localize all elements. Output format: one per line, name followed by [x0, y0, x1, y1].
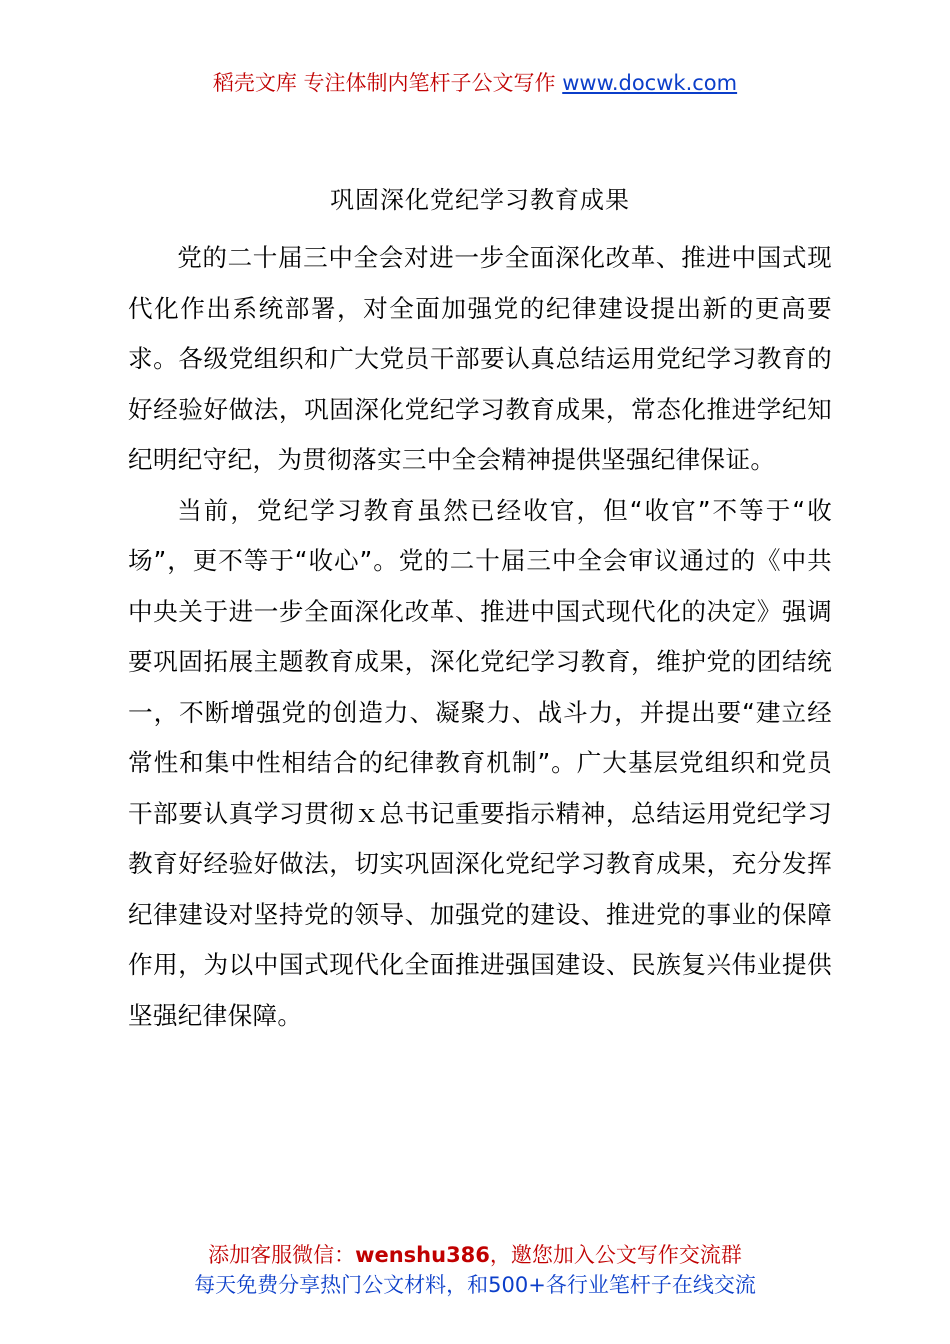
header-website-link[interactable]: www.docwk.com [562, 71, 738, 95]
paragraph-2: 当前，党纪学习教育虽然已经收官，但“收官”不等于“收场”，更不等于“收心”。党的二十届三中全会审议通过的《中共中央关于进一步全面深化改革、推进中国式现代化的决定》强调要巩固拓展主题教育成果，深化党纪学习教育，维护党的团结统一，不断增强党的创造力、凝聚力、战斗力，并提出要“建立经常性和集中性相结合的纪律教育机制”。广大基层党组织和党员干部要认真学习贯彻ｘ总书记重要指示精神，总结运用党纪学习教育好经验好做法，切实巩固深化党纪学习教育成果，充分发挥纪律建设对坚持党的领导、加强党的建设、推进党的事业的保障作用，为以中国式现代化全面推进强国建设、民族复兴伟业提供坚强纪律保障。 [128, 495, 832, 1030]
footer-wechat-prefix: 添加客服微信： [208, 1243, 356, 1267]
header-text: 稻壳文库 专注体制内笔杆子公文写作 [212, 71, 563, 95]
watermark-header [0, 68, 950, 98]
document-body [128, 233, 832, 1041]
footer-wechat-suffix: ，邀您加入公文写作交流群 [489, 1243, 742, 1267]
watermark-footer [0, 1240, 950, 1300]
footer-line-2: 每天免费分享热门公文材料，和500+各行业笔杆子在线交流 [194, 1273, 756, 1297]
footer-wechat-id: wenshu386 [355, 1243, 490, 1267]
footer-line-1 [0, 1240, 950, 1270]
document-title: 巩固深化党纪学习教育成果 [330, 186, 630, 214]
paragraph-1: 党的二十届三中全会对进一步全面深化改革、推进中国式现代化作出系统部署，对全面加强党的纪律建设提出新的更高要求。各级党组织和广大党员干部要认真总结运用党纪学习教育的好经验好做法，巩固深化党纪学习教育成果，常态化推进学纪知纪明纪守纪，为贯彻落实三中全会精神提供坚强纪律保证。 [128, 243, 832, 474]
